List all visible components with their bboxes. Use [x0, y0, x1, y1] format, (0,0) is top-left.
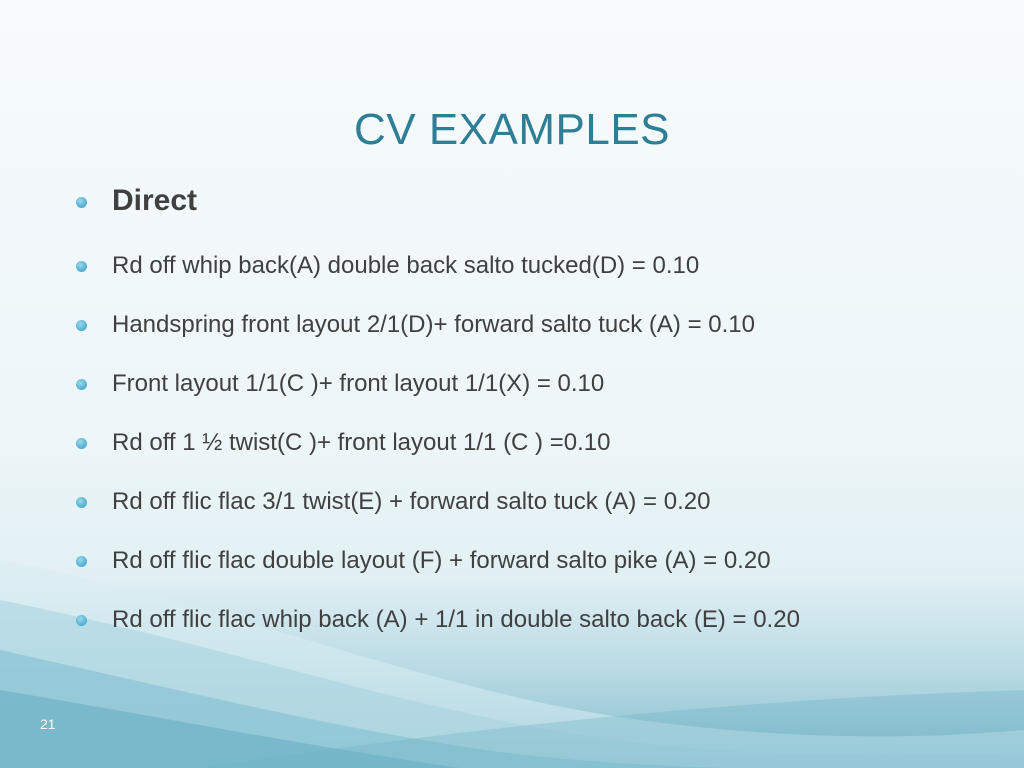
bullet-text: Rd off flic flac 3/1 twist(E) + forward salto tuck (A) = 0.20 — [112, 488, 711, 515]
bullet-text: Rd off flic flac double layout (F) + forward salto pike (A) = 0.20 — [112, 547, 771, 574]
bullet-dot-icon — [76, 197, 87, 208]
bullet-dot-icon — [76, 320, 87, 331]
bullet-dot-icon — [76, 379, 87, 390]
bullet-item — [76, 429, 996, 469]
bullet-dot-icon — [76, 615, 87, 626]
bullet-item — [76, 606, 996, 646]
bullet-text: Rd off 1 ½ twist(C )+ front layout 1/1 (C ) =0.10 — [112, 429, 611, 456]
bullet-item-direct — [76, 184, 996, 228]
bullet-item — [76, 370, 996, 410]
page-number: 21 — [40, 716, 56, 732]
slide-title: CV EXAMPLES — [353, 105, 671, 154]
bullet-text: Direct — [112, 184, 198, 217]
bullet-item — [76, 488, 996, 528]
bullet-dot-icon — [76, 497, 87, 508]
bullet-dot-icon — [76, 261, 87, 272]
bullet-text: Rd off flic flac whip back (A) + 1/1 in double salto back (E) = 0.20 — [112, 606, 800, 633]
bullet-dot-icon — [76, 438, 87, 449]
bullet-text: Front layout 1/1(C )+ front layout 1/1(X) = 0.10 — [112, 370, 605, 397]
bullet-item — [76, 547, 996, 587]
bullet-text: Rd off whip back(A) double back salto tucked(D) = 0.10 — [112, 252, 700, 279]
bullet-item — [76, 311, 996, 351]
bullet-dot-icon — [76, 556, 87, 567]
bullet-text: Handspring front layout 2/1(D)+ forward salto tuck (A) = 0.10 — [112, 311, 755, 338]
bullet-item — [76, 252, 996, 292]
